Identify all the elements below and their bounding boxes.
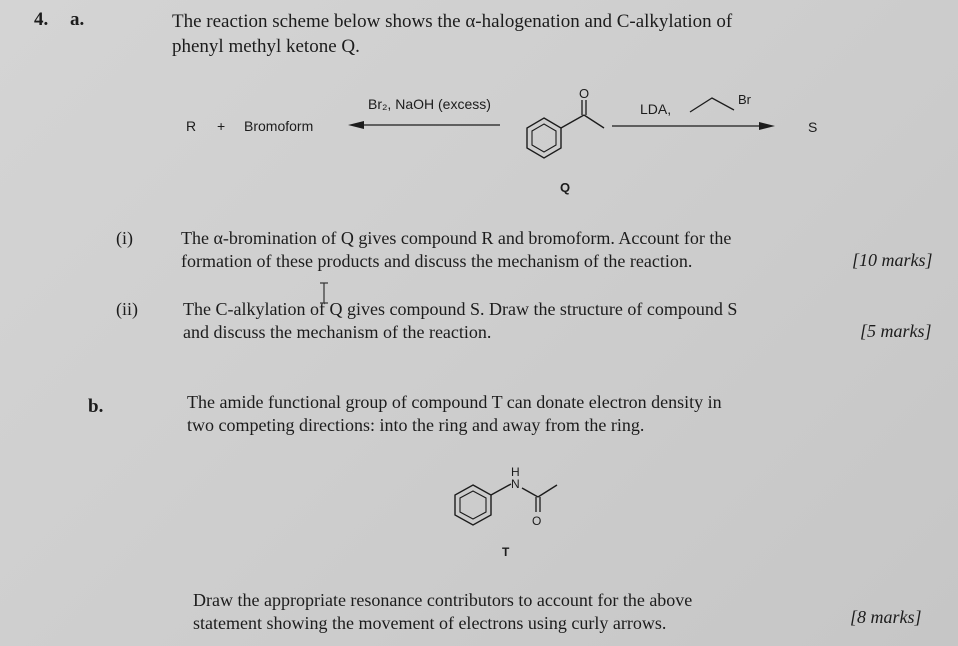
plus-sign: + bbox=[217, 118, 226, 134]
ketone-q-label: Q bbox=[560, 180, 571, 195]
amide-o: O bbox=[532, 514, 542, 528]
part-b-task-line2: statement showing the movement of electrons using curly arrows. bbox=[193, 613, 667, 633]
bromoform-label: Bromoform bbox=[244, 118, 314, 134]
part-b-label: b. bbox=[88, 396, 104, 417]
part-b-line2: two competing directions: into the ring and away from the ring. bbox=[187, 415, 645, 435]
bromide-label: Br bbox=[738, 92, 751, 107]
compound-t-label: T bbox=[502, 545, 510, 559]
sub-ii-marks: [5 marks] bbox=[860, 321, 932, 341]
sub-ii-line2: and discuss the mechanism of the reaction. bbox=[183, 322, 492, 342]
product-r: R bbox=[186, 118, 197, 134]
sub-i-line2: formation of these products and discuss the mechanism of the reaction. bbox=[181, 251, 693, 271]
sub-ii-line1: The C-alkylation of Q gives compound S. Draw the structure of compound S bbox=[183, 299, 738, 319]
sub-i-label: (i) bbox=[116, 228, 133, 248]
product-s: S bbox=[808, 119, 818, 135]
part-b-task-line1: Draw the appropriate resonance contributors to account for the above bbox=[193, 590, 693, 610]
reagent-right: LDA, bbox=[640, 101, 672, 117]
reagent-left: Br₂, NaOH (excess) bbox=[368, 96, 491, 112]
sub-i-line1: The α-bromination of Q gives compound R and bromoform. Account for the bbox=[181, 228, 732, 248]
sub-ii-label: (ii) bbox=[116, 299, 138, 319]
ketone-oxygen: O bbox=[579, 86, 590, 101]
part-a-label: a. bbox=[70, 9, 85, 30]
amide-h: H bbox=[511, 465, 520, 479]
part-b-line1: The amide functional group of compound T can donate electron density in bbox=[187, 392, 722, 412]
question-number: 4. bbox=[34, 9, 49, 30]
part-a-intro-line1: The reaction scheme below shows the α-halogenation and C-alkylation of bbox=[172, 11, 733, 32]
part-a-intro-line2: phenyl methyl ketone Q. bbox=[172, 36, 360, 57]
part-b-marks: [8 marks] bbox=[850, 607, 922, 627]
amide-n: N bbox=[511, 477, 520, 491]
sub-i-marks: [10 marks] bbox=[852, 250, 933, 270]
